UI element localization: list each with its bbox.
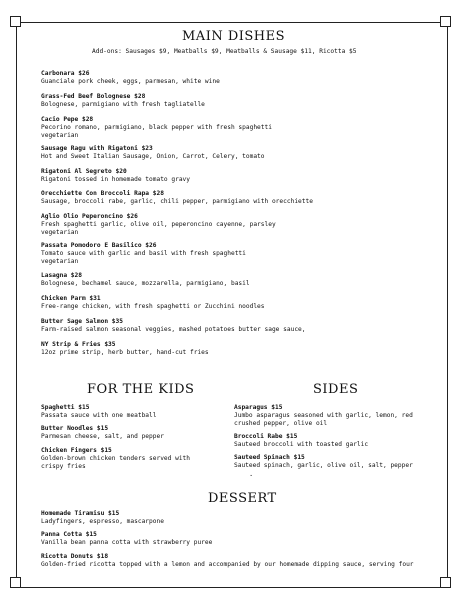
menu-item — [41, 116, 426, 140]
menu-item — [41, 93, 426, 109]
menu-item — [41, 213, 426, 237]
main-dishes-title: MAIN DISHES — [182, 29, 286, 44]
item-description: Bolognese, bechamel sauce, mozzarella, parmigiano, basil — [41, 280, 250, 287]
item-description: Jumbo asparagus seasoned with garlic, lemon, red crushed pepper, olive oil — [234, 412, 413, 427]
menu-item — [41, 341, 426, 357]
item-description: Bolognese, parmigiano with fresh tagliatelle — [41, 101, 205, 108]
item-diet-note: vegetarian — [41, 132, 79, 139]
item-name: Orecchiette Con Broccoli Rapa $28 — [41, 190, 164, 197]
item-description: Golden-fried ricotta topped with a lemon and accompanied by our homemade dipping sauce, serving four — [41, 561, 414, 568]
item-name: Sauteed Spinach $15 — [234, 454, 305, 461]
item-name: Chicken Fingers $15 — [41, 447, 112, 454]
item-name: Passata Pomodoro E Basilico $26 — [41, 242, 157, 249]
menu-item — [41, 70, 426, 86]
corner-ornament-top-right — [440, 16, 451, 27]
item-name: Ricotta Donuts $18 — [41, 553, 109, 560]
item-name: Carbonara $26 — [41, 70, 90, 77]
sides-title: SIDES — [313, 382, 359, 397]
item-diet-note: vegetarian — [41, 258, 79, 265]
corner-ornament-bottom-left — [10, 577, 21, 588]
menu-item — [41, 168, 426, 184]
item-name: Broccoli Rabe $15 — [234, 433, 298, 440]
decorative-dot: · — [249, 472, 254, 480]
item-description: Ladyfingers, espresso, mascarpone — [41, 518, 164, 525]
item-description: Sausage, broccoli rabe, garlic, chili pepper, parmigiano with orecchiette — [41, 198, 313, 205]
dessert-title: DESSERT — [208, 491, 277, 506]
item-description: Sauteed spinach, garlic, olive oil, salt, pepper — [234, 462, 413, 469]
menu-item — [41, 318, 426, 334]
item-description: Guanciale pork cheek, eggs, parmesan, white wine — [41, 78, 220, 85]
item-diet-note: vegetarian — [41, 229, 79, 236]
corner-ornament-top-left — [10, 16, 21, 27]
item-name: Rigatoni Al Segreto $20 — [41, 168, 127, 175]
menu-item — [41, 510, 436, 526]
item-description: Parmesan cheese, salt, and pepper — [41, 433, 164, 440]
item-description: Tomato sauce with garlic and basil with fresh spaghetti — [41, 250, 246, 257]
menu-item — [41, 447, 211, 471]
menu-item — [41, 190, 426, 206]
item-description: 12oz prime strip, herb butter, hand-cut fries — [41, 349, 209, 356]
menu-item — [234, 433, 429, 449]
menu-item — [41, 425, 211, 441]
item-name: Lasagna $28 — [41, 272, 82, 279]
item-description: Passata sauce with one meatball — [41, 412, 157, 419]
item-description: Golden-brown chicken tenders served with crispy fries — [41, 455, 191, 470]
item-description: Vanilla bean panna cotta with strawberry puree — [41, 539, 213, 546]
item-name: Panna Cotta $15 — [41, 531, 97, 538]
item-description: Free-range chicken, with fresh spaghetti or Zucchini noodles — [41, 303, 265, 310]
item-description: Farm-raised salmon seasonal veggies, mashed potatoes butter sage sauce, — [41, 326, 306, 333]
item-description: Rigatoni tossed in homemade tomato gravy — [41, 176, 191, 183]
item-name: Butter Noodles $15 — [41, 425, 109, 432]
item-name: Butter Sage Salmon $35 — [41, 318, 123, 325]
item-name: Cacio Pepe $28 — [41, 116, 94, 123]
item-name: Homemade Tiramisu $15 — [41, 510, 120, 517]
item-name: Spaghetti $15 — [41, 404, 90, 411]
menu-item — [41, 404, 211, 420]
item-description: Pecorino romano, parmigiano, black pepper with fresh spaghetti — [41, 124, 272, 131]
menu-item — [234, 404, 429, 428]
menu-item — [41, 553, 436, 569]
item-name: Sausage Ragu with Rigatoni $23 — [41, 145, 153, 152]
menu-item — [41, 145, 426, 161]
item-description: Hot and Sweet Italian Sausage, Onion, Carrot, Celery, tomato — [41, 153, 265, 160]
menu-item — [41, 242, 426, 266]
kids-title: FOR THE KIDS — [87, 382, 195, 397]
addons-text: Add-ons: Sausages $9, Meatballs $9, Meatballs & Sausage $11, Ricotta $5 — [92, 48, 357, 55]
menu-item — [234, 454, 429, 470]
item-name: Aglio Olio Peperoncino $26 — [41, 213, 138, 220]
item-description: Fresh spaghetti garlic, olive oil, peperoncino cayenne, parsley — [41, 221, 276, 228]
item-description: Sauteed broccoli with toasted garlic — [234, 441, 369, 448]
item-name: Chicken Parm $31 — [41, 295, 101, 302]
menu-item — [41, 272, 426, 288]
menu-item — [41, 531, 436, 547]
item-name: Asparagus $15 — [234, 404, 283, 411]
item-name: NY Strip & Fries $35 — [41, 341, 116, 348]
menu-item — [41, 295, 426, 311]
corner-ornament-bottom-right — [440, 577, 451, 588]
item-name: Grass-Fed Beef Bolognese $28 — [41, 93, 146, 100]
